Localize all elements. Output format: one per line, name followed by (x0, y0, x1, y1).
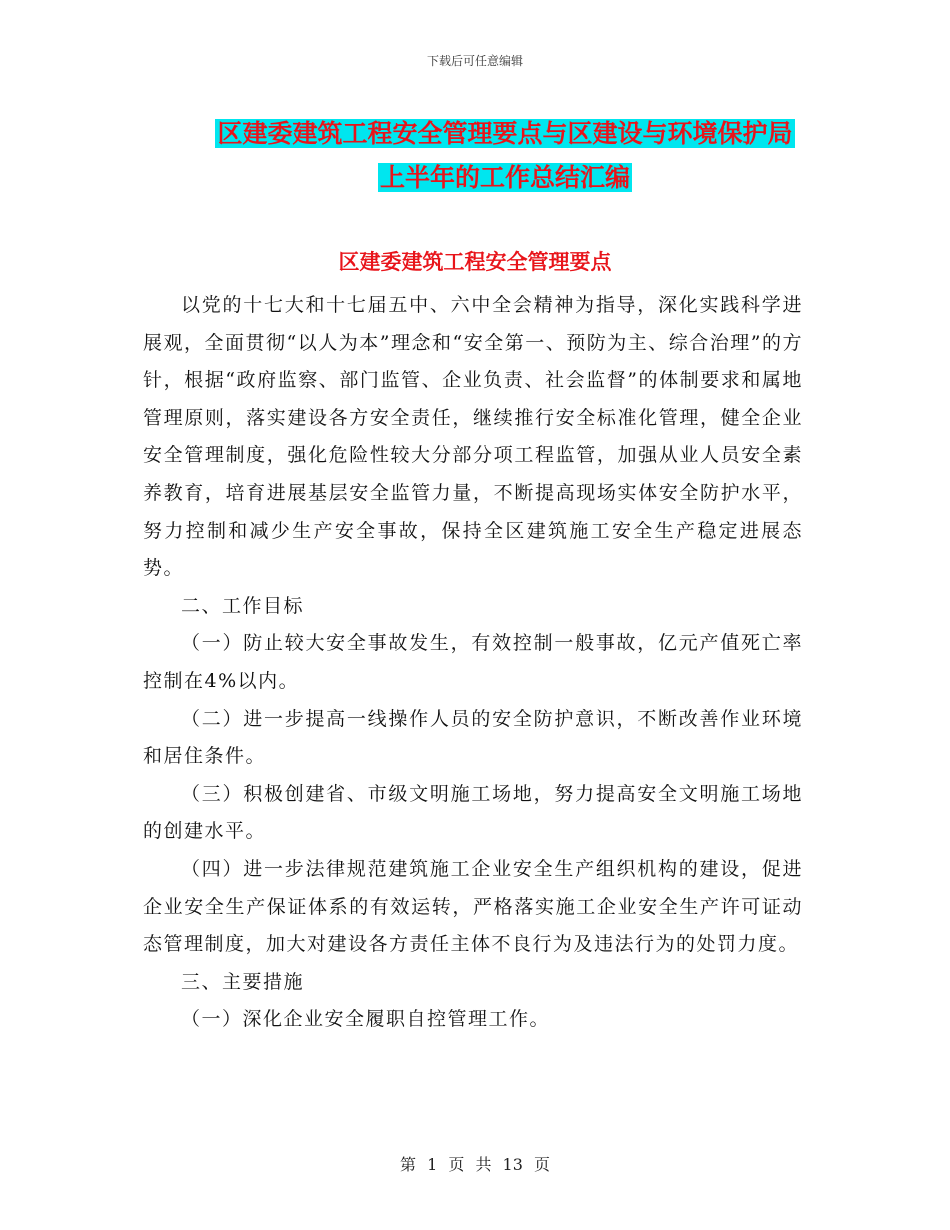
paragraph-goal-2: （二）进一步提高一线操作人员的安全防护意识，不断改善作业环境和居住条件。 (143, 707, 803, 768)
section-title: 区建委建筑工程安全管理要点 (338, 249, 612, 274)
paragraph-goal-4: （四）进一步法律规范建筑施工企业安全生产组织机构的建设，促进企业安全生产保证体系的有效运转，严格落实施工企业安全生产许可证动态管理制度，加大对建设各方责任主体不良行为及违法行为的处罚力度。 (143, 857, 803, 956)
document-title (195, 112, 815, 200)
title-line-1: 区建委建筑工程安全管理要点与区建设与环境保护局 (217, 119, 793, 148)
page-footer: 第 1 页 共 13 页 (400, 1155, 550, 1174)
heading-main-measures: 三、主要措施 (181, 970, 305, 993)
paragraph-goal-3: （三）积极创建省、市级文明施工场地，努力提高安全文明施工场地的创建水平。 (143, 782, 803, 843)
title-line-2: 上半年的工作总结汇编 (379, 163, 630, 192)
document-body (143, 287, 803, 1039)
paragraph-intro: 以党的十七大和十七届五中、六中全会精神为指导，深化实践科学进展观，全面贯彻“以人为本”理念和“安全第一、预防为主、综合治理”的方针，根据“政府监察、部门监管、企业负责、社会监督”的体制要求和属地管理原则，落实建设各方安全责任，继续推行安全标准化管理，健全企业安全管理制度，强化危险性较大分部分项工程监管，加强从业人员安全素养教育，培育进展基层安全监管力量，不断提高现场实体安全防护水平，努力控制和减少生产安全事故，保持全区建筑施工安全生产稳定进展态势。 (143, 294, 803, 580)
header-note: 下载后可任意编辑 (426, 54, 523, 68)
paragraph-goal-1: （一）防止较大安全事故发生，有效控制一般事故，亿元产值死亡率控制在4%以内。 (143, 632, 803, 692)
heading-work-goals: 二、工作目标 (181, 594, 305, 617)
paragraph-measure-1: （一）深化企业安全履职自控管理工作。 (181, 1008, 551, 1031)
